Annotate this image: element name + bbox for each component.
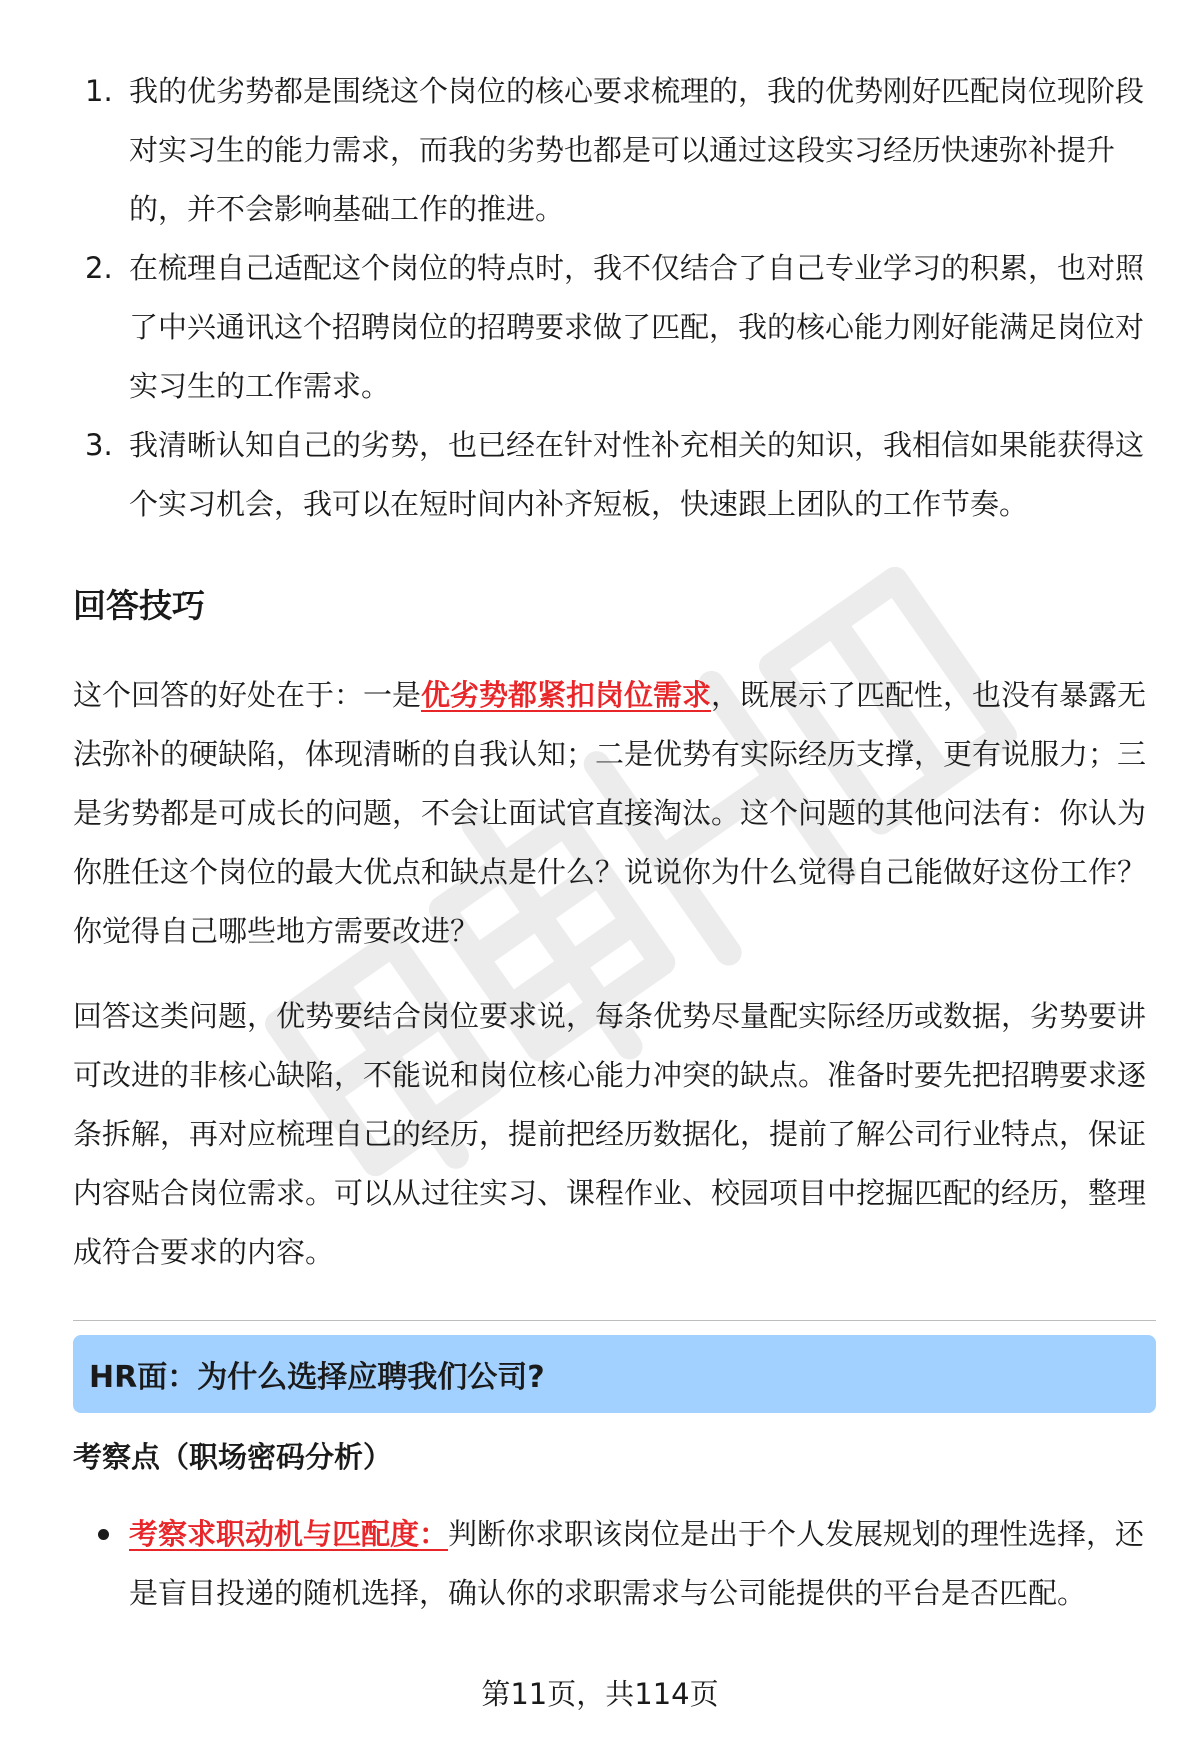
bullet-highlight: 考察求职动机与匹配度： [129, 1517, 449, 1551]
assessment-heading: 考察点（职场密码分析） [73, 1440, 393, 1474]
assessment-bullets [73, 1505, 1156, 1623]
list-item [73, 62, 1156, 239]
tips-text-before: 这个回答的好处在于：一是 [73, 678, 422, 712]
bullet-dot-icon [98, 1529, 109, 1540]
bullet-text: 判断你求职该岗位是出于个人发展规划的理性选择，还是盲目投递的随机选择，确认你的求职需求与公司能提供的平台是否匹配。 [129, 1517, 1145, 1610]
tips-paragraph-1 [73, 666, 1156, 961]
page-content [73, 62, 1156, 1623]
section-divider [73, 1320, 1156, 1321]
list-item-text: 我的优劣势都是围绕这个岗位的核心要求梳理的，我的优势刚好匹配岗位现阶段对实习生的能力需求，而我的劣势也都是可以通过这段实习经历快速弥补提升的，并不会影响基础工作的推进。 [129, 74, 1145, 226]
list-number: 2. [85, 251, 113, 285]
tips-heading: 回答技巧 [73, 586, 205, 625]
list-number: 3. [85, 428, 113, 462]
tips-highlight: 优劣势都紧扣岗位需求 [421, 678, 712, 712]
list-item [73, 239, 1156, 416]
tips-text-after: ，既展示了匹配性，也没有暴露无法弥补的硬缺陷，体现清晰的自我认知；二是优势有实际经历支撑，更有说服力；三是劣势都是可成长的问题，不会让面试官直接淘汰。这个问题的其他问法有：你认为你胜任这个岗位的最大优点和缺点是什么？说说你为什么觉得自己能做好这份工作？你觉得自己哪些地方需要改进？ [73, 678, 1147, 948]
hr-question-title: HR面：为什么选择应聘我们公司? [89, 1360, 545, 1395]
list-number: 1. [85, 74, 113, 108]
list-item-text: 在梳理自己适配这个岗位的特点时，我不仅结合了自己专业学习的积累，也对照了中兴通讯这个招聘岗位的招聘要求做了匹配，我的核心能力刚好能满足岗位对实习生的工作需求。 [129, 251, 1145, 403]
list-item [73, 1505, 1156, 1623]
list-item [73, 416, 1156, 534]
hr-question-banner [73, 1335, 1156, 1413]
list-item-text: 我清晰认知自己的劣势，也已经在针对性补充相关的知识，我相信如果能获得这个实习机会，我可以在短时间内补齐短板，快速跟上团队的工作节奏。 [129, 428, 1145, 521]
page-number: 第11页，共114页 [481, 1677, 719, 1711]
tips-paragraph-2: 回答这类问题，优势要结合岗位要求说，每条优势尽量配实际经历或数据，劣势要讲可改进的非核心缺陷，不能说和岗位核心能力冲突的缺点。准备时要先把招聘要求逐条拆解，再对应梳理自己的经历，提前把经历数据化，提前了解公司行业特点，保证内容贴合岗位需求。可以从过往实习、课程作业、校园项目中挖掘匹配的经历，整理成符合要求的内容。 [73, 999, 1147, 1269]
numbered-points [73, 62, 1156, 534]
